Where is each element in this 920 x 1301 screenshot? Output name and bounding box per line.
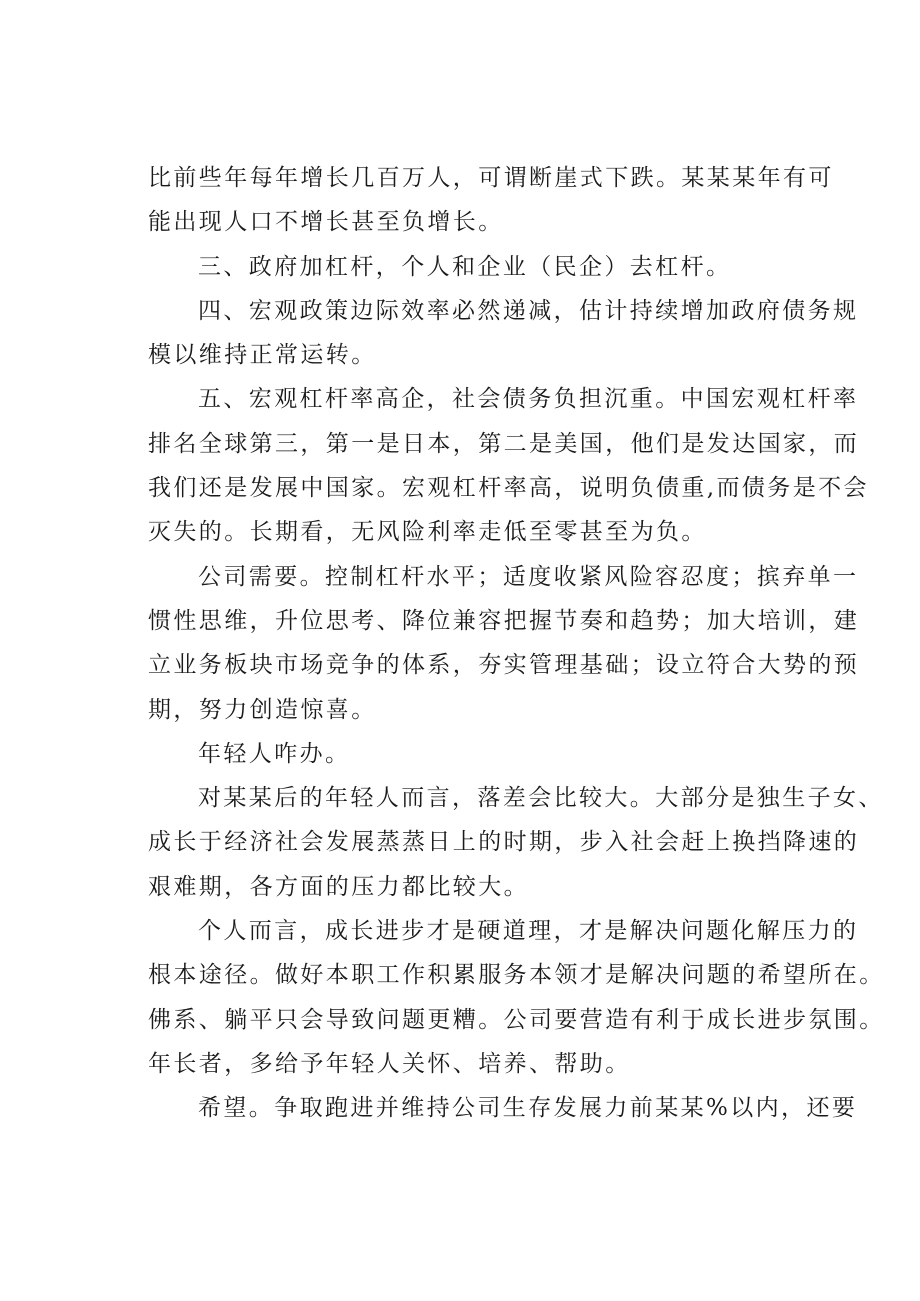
text-line: 希望。争取跑进并维持公司生存发展力前某某%以内，还要: [198, 1095, 858, 1122]
text-line: 能出现人口不增长甚至负增长。: [148, 209, 504, 236]
text-line: 模以维持正常运转。: [148, 342, 377, 369]
text-line: 成长于经济社会发展蒸蒸日上的时期，步入社会赶上换挡降速的: [148, 829, 860, 856]
text-line: 对某某后的年轻人而言，落差会比较大。大部分是独生子女、: [198, 785, 884, 812]
text-line: 佛系、躺平只会导致问题更糟。公司要营造有利于成长进步氛围。: [148, 1006, 885, 1033]
text-line: 三、政府加杠杆，个人和企业（民企）去杠杆。: [198, 253, 732, 280]
text-line: 我们还是发展中国家。宏观杠杆率高，说明负债重,而债务是不会: [148, 475, 869, 502]
text-line: 根本途径。做好本职工作积累服务本领才是解决问题的希望所在。: [148, 962, 885, 989]
text-line: 立业务板块市场竞争的体系，夯实管理基础；设立符合大势的预: [148, 652, 860, 679]
text-line: 期，努力创造惊喜。: [148, 696, 377, 723]
text-line: 个人而言，成长进步才是硬道理，才是解决问题化解压力的: [198, 918, 859, 945]
text-line: 排名全球第三，第一是日本，第二是美国，他们是发达国家，而: [148, 430, 860, 457]
text-line: 四、宏观政策边际效率必然递减，估计持续增加政府债务规: [198, 297, 859, 324]
text-line: 五、宏观杠杆率高企，社会债务负担沉重。中国宏观杠杆率: [198, 386, 859, 413]
text-line: 比前些年每年增长几百万人，可谓断崖式下跌。某某某年有可: [148, 165, 834, 191]
document-body: [148, 156, 885, 1131]
text-line: 艰难期，各方面的压力都比较大。: [148, 873, 529, 900]
text-line: 公司需要。控制杠杆水平；适度收紧风险容忍度；摈弃单一: [198, 563, 859, 590]
text-line: 年长者，多给予年轻人关怀、培养、帮助。: [148, 1050, 631, 1077]
text-line: 年轻人咋办。: [198, 740, 351, 767]
text-line: 灭失的。长期看，无风险利率走低至零甚至为负。: [148, 519, 707, 546]
text-line: 惯性思维，升位思考、降位兼容把握节奏和趋势；加大培训，建: [148, 607, 860, 634]
